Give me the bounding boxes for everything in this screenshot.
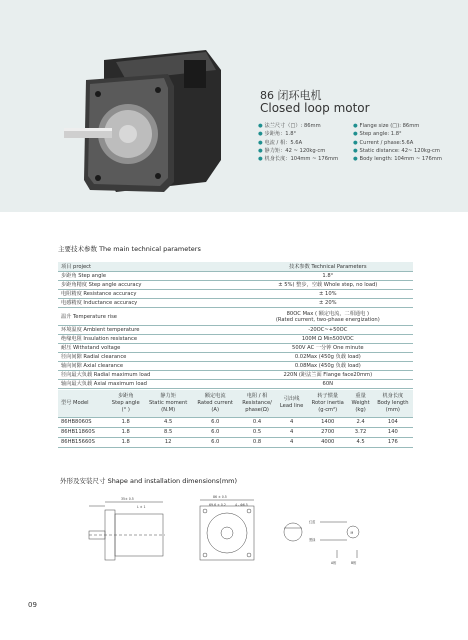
table-row: 径向间隙 Radial clearance 0.02Max (450g 负载 load) [58, 352, 413, 361]
model-table [58, 390, 413, 448]
motor-image [56, 42, 226, 192]
dim-length-label: L ± 1 [137, 505, 146, 509]
dim-flange-label: 86 ± 0.5 [213, 495, 227, 499]
wire-red-label: 红蓝 [309, 520, 316, 524]
section-title-parameters: 主要技术参数 The main technical parameters [58, 245, 201, 253]
section-title-dimensions: 外形及安装尺寸 Shape and installation dimensions(mm) [60, 477, 238, 485]
product-title-en: Closed loop motor [260, 101, 370, 115]
table-header-row: 型号 Model 步距角 Step angle (° ) 静力矩 Static moment (N.M) 额定电流 Rated current (A) 电阻 / 相 Resistance/ phase(Ω) 引出线 Lead line 转子惯量 Rotor inertia (g·cm²) 重量 Weight (kg) 机身长度 Body length (mm) [58, 390, 413, 417]
table-row: 步距角 Step angle 1.8° [58, 271, 413, 280]
table-row: 86HB8060S 1.8 4.5 6.0 0.4 4 1400 2.4 104 [58, 417, 413, 427]
page-number: 09 [28, 601, 37, 609]
wire-a-label: A相 [331, 561, 337, 565]
table-row: 轴向最大负载 Axial maximum load 60N [58, 379, 413, 388]
bullet-icon: ● [353, 139, 358, 146]
bullet-icon: ● [353, 123, 358, 129]
table-row: 温升 Temperature rise 80OC Max ( 额定电流，二相通电 ) (Rated current, two-phase energization) [58, 307, 413, 325]
table-header-row: 项目 project 技术参数 Technical Parameters [58, 262, 413, 271]
bullet-icon: ● [353, 131, 358, 138]
table-row: 耐压 Withstand voltage 500V AC 一分钟 One minute [58, 343, 413, 352]
table-row: 电感精度 Inductance accuracy ± 20% [58, 298, 413, 307]
table-row: 86HB15660S 1.8 12 6.0 0.8 4 4000 4.5 176 [58, 437, 413, 447]
table-row: 轴向间隙 Axial clearance 0.08Max (450g 负载 load) [58, 361, 413, 370]
dim-body-label: 69.6 ± 0.2 [209, 503, 226, 507]
wire-b-label: B相 [351, 561, 357, 565]
spec-list: ● 法兰尺寸（□）: 86mm ● Flange size (□): 86mm ● 步距角：1.8° ● Step angle: 1.8° ● 电流 / 相：5.6A ● Current / phase:5.6A ● 静力矩：42 ~ 120kg·cm ● Static distance: 42~ 120kg-cm ● 机身长度：104mm ~ 176mm ● Body length: 104mm ~ 176mm [258, 123, 442, 163]
table-row: 步距角精度 Step angle accuracy ± 5%( 整步，空载 Whole step, no load) [58, 280, 413, 289]
dim-hole-label: 4 - Φ6.5 [235, 503, 248, 507]
dimension-drawing [85, 492, 385, 572]
parameters-table [58, 262, 413, 389]
table-row: 绝缘电阻 Insulation resistance 100M Ω Min500VDC [58, 334, 413, 343]
product-title-cn: 86 闭环电机 [260, 89, 322, 102]
motor-symbol-icon: M [350, 531, 354, 535]
bullet-icon: ● [258, 131, 263, 138]
bullet-icon: ● [353, 147, 358, 154]
bullet-icon: ● [258, 139, 263, 146]
wire-black-label: 黑绿 [309, 538, 316, 542]
bullet-icon: ● [258, 156, 263, 163]
hero-banner [0, 0, 468, 212]
table-row: 径向最大负载 Radial maximum load 220N (距法兰面 Flange face20mm) [58, 370, 413, 379]
dim-shaft-label: 35± 0.5 [121, 497, 134, 501]
bullet-icon: ● [353, 156, 358, 163]
bullet-icon: ● [258, 123, 263, 129]
table-row: 环境温度 Ambient temperature -20OC~+50OC [58, 325, 413, 334]
table-row: 86HB11860S 1.8 8.5 6.0 0.5 4 2700 3.72 140 [58, 427, 413, 437]
bullet-icon: ● [258, 147, 263, 154]
table-row: 电阻精度 Resistance accuracy ± 10% [58, 289, 413, 298]
